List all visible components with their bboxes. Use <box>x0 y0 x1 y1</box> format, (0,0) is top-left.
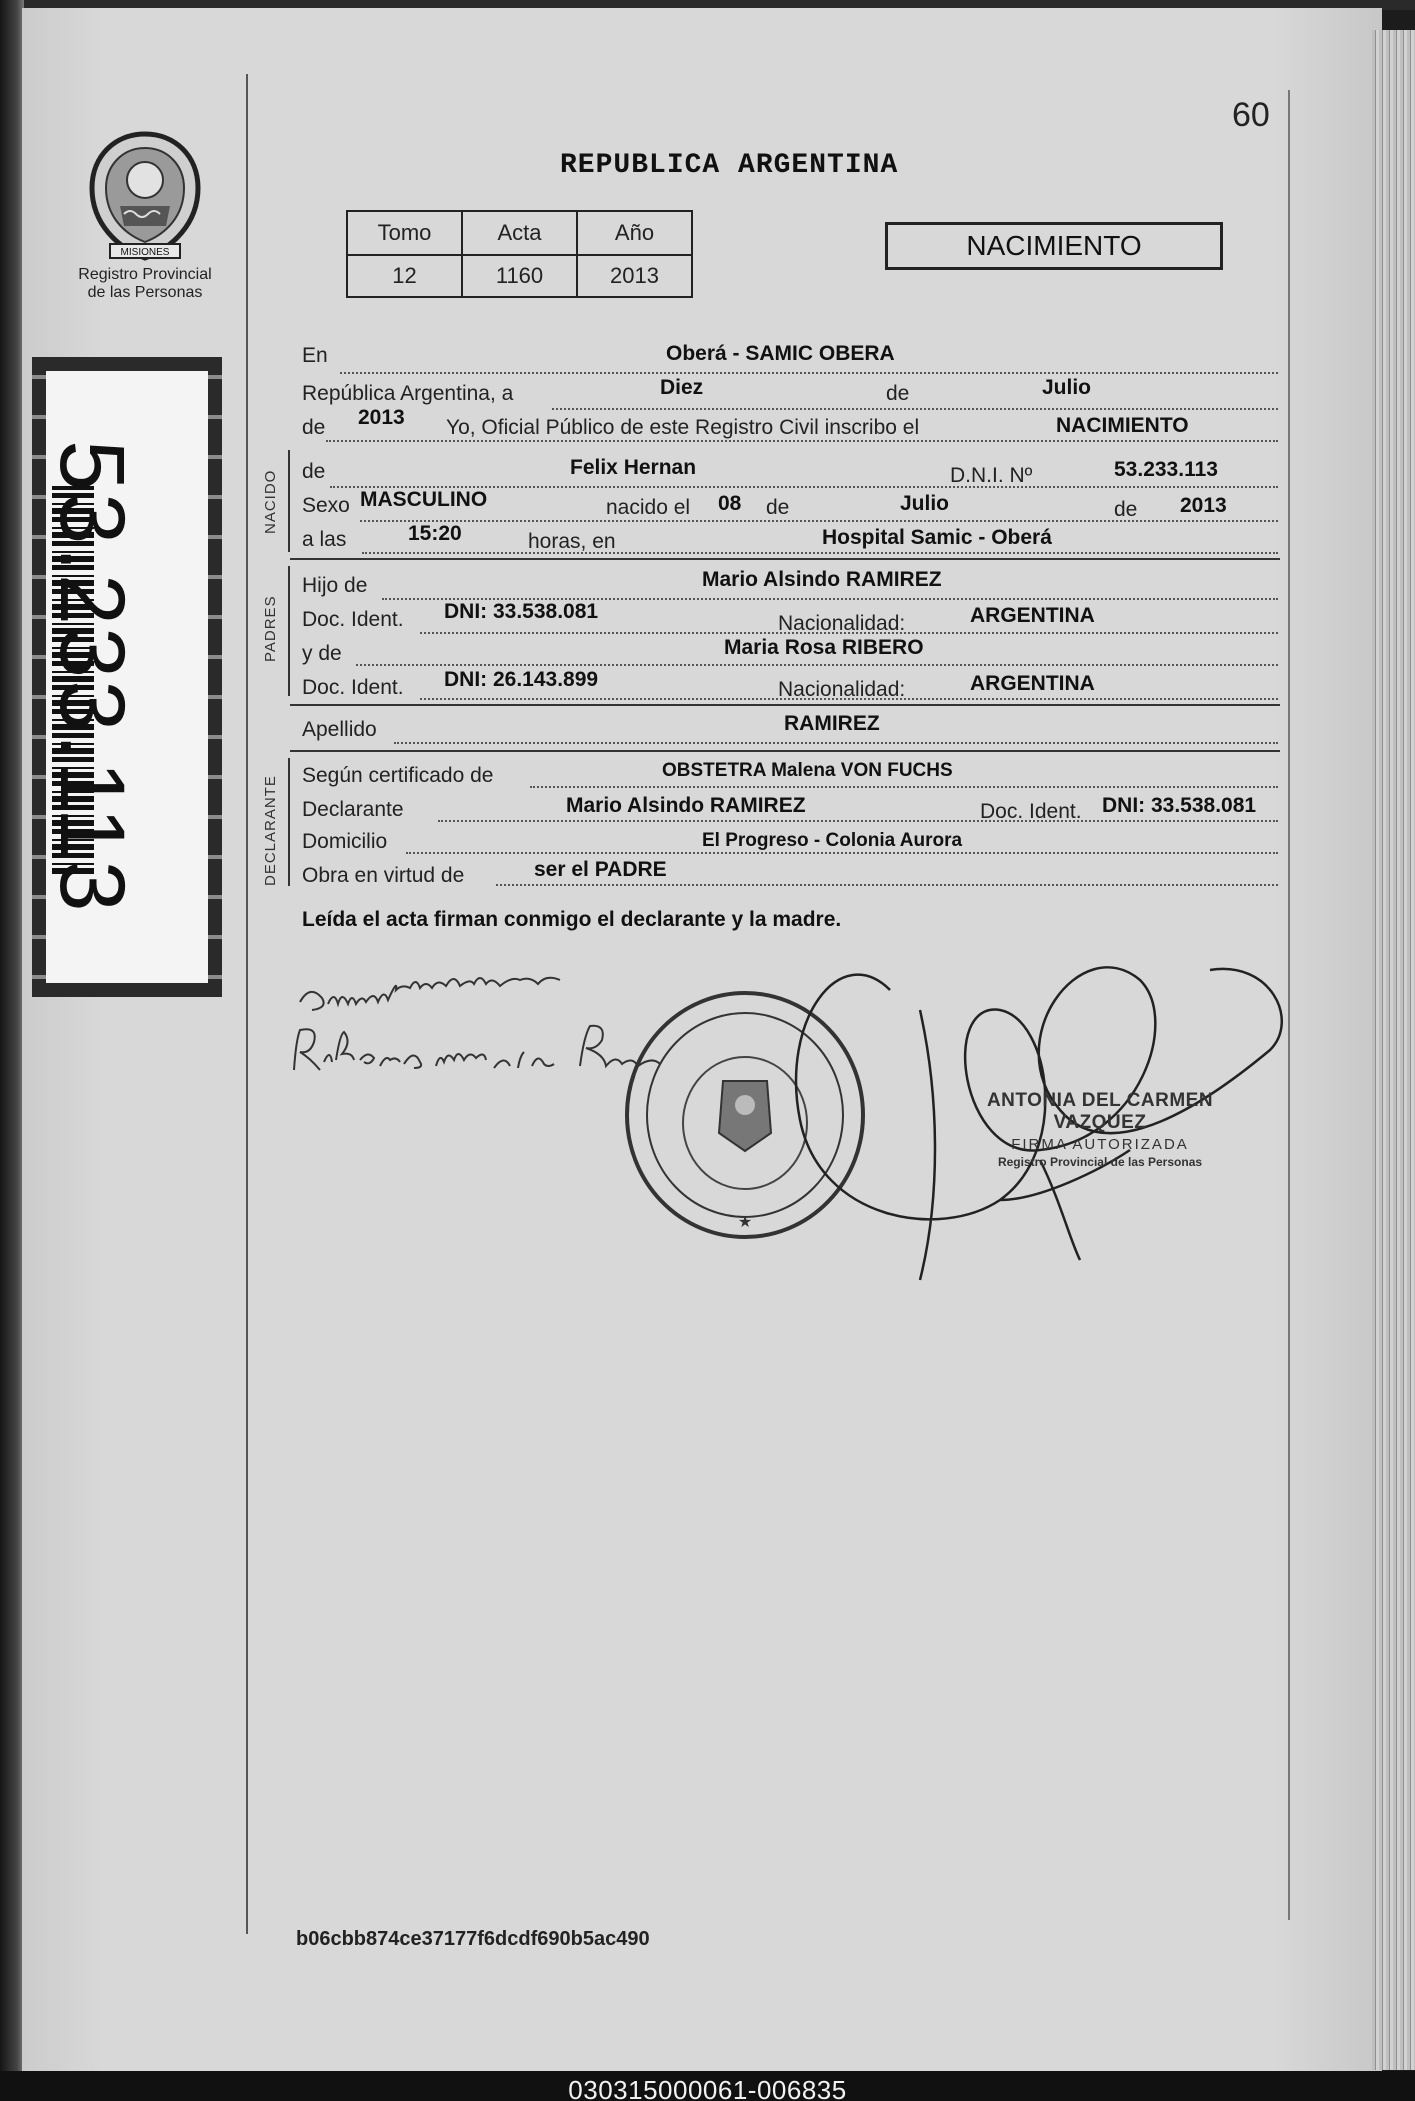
page-number: 60 <box>1232 96 1270 134</box>
birth-day-value: 08 <box>718 492 742 515</box>
svg-text:★: ★ <box>737 1214 753 1231</box>
en-label: En <box>302 344 328 367</box>
nacido-el-label: nacido el <box>606 496 691 519</box>
cert-value: OBSTETRA Malena VON FUCHS <box>662 760 953 781</box>
mother-doc-value: DNI: 26.143.899 <box>444 668 599 691</box>
domicilio-value: El Progreso - Colonia Aurora <box>702 830 963 851</box>
nacido-side-label: NACIDO <box>262 469 279 534</box>
tomo-header: Tomo <box>347 211 462 255</box>
obra-label: Obra en virtud de <box>302 864 465 887</box>
apellido-separator <box>290 750 1280 752</box>
father-nac-value: ARGENTINA <box>970 604 1095 627</box>
nacido-separator <box>290 558 1280 560</box>
signature-mario <box>300 978 560 1010</box>
acta-value: 1160 <box>462 255 577 297</box>
domicilio-dotted-line <box>406 852 1278 854</box>
bottom-document-code: 030315000061-006835 <box>568 2075 847 2101</box>
cert-dotted-line <box>530 786 1278 788</box>
father-doc-dotted-line <box>420 632 1278 634</box>
mother-doc-dotted-line <box>420 698 1278 700</box>
sexo-dotted-line <box>360 520 1278 522</box>
acta-header: Acta <box>462 211 577 255</box>
declarante-side-label: DECLARANTE <box>262 775 279 886</box>
year-value: 2013 <box>358 406 405 429</box>
republica-dotted-line <box>552 408 1278 410</box>
birth-de-label: de <box>766 496 790 519</box>
closing-text: Leída el acta firman conmigo el declarante y la madre. <box>302 908 842 931</box>
page-edges <box>1372 30 1415 2070</box>
official-stamp <box>950 1090 1250 1169</box>
mother-nac-label: Nacionalidad: <box>778 678 906 701</box>
mother-doc-label: Doc. Ident. <box>302 676 404 699</box>
domicilio-label: Domicilio <box>302 830 388 853</box>
padres-bar <box>288 566 290 696</box>
book-left-edge <box>0 0 24 2101</box>
mother-nac-value: ARGENTINA <box>970 672 1095 695</box>
cert-label: Según certificado de <box>302 764 494 787</box>
apellido-value: RAMIREZ <box>784 712 880 735</box>
misiones-coat-of-arms-logo <box>80 126 210 266</box>
birth-month-value: Julio <box>900 492 950 515</box>
year-de-label: de <box>302 416 326 439</box>
obra-dotted-line <box>496 884 1278 886</box>
official-role: FIRMA AUTORIZADA <box>1011 1136 1189 1153</box>
a-las-dotted-line <box>362 552 1278 554</box>
declarante-doc-value: DNI: 33.538.081 <box>1102 794 1257 817</box>
signature-ribero <box>294 1026 660 1070</box>
registry-label-line2: de las Personas <box>87 284 203 301</box>
anio-header: Año <box>577 211 692 255</box>
declarante-dotted-line <box>438 820 1278 822</box>
hijo-de-label: Hijo de <box>302 574 368 597</box>
birth-year-value: 2013 <box>1180 494 1227 517</box>
dni-value: 53.233.113 <box>1114 458 1218 481</box>
a-las-label: a las <box>302 528 347 551</box>
registry-label-line1: Registro Provincial <box>78 266 212 283</box>
mother-name-value: Maria Rosa RIBERO <box>724 636 924 659</box>
y-de-dotted-line <box>356 664 1278 666</box>
date-de-label: de <box>886 382 910 405</box>
obra-value: ser el PADRE <box>534 858 667 881</box>
sticker-number: 53.233.113 <box>41 440 143 914</box>
padres-side-label: PADRES <box>262 595 279 662</box>
father-doc-value: DNI: 33.538.081 <box>444 600 599 623</box>
apellido-label: Apellido <box>302 718 377 741</box>
declarante-value: Mario Alsindo RAMIREZ <box>566 794 806 817</box>
declarante-label: Declarante <box>302 798 404 821</box>
nacido-bar <box>288 450 290 552</box>
en-value: Oberá - SAMIC OBERA <box>666 342 895 365</box>
y-de-label: y de <box>302 642 342 665</box>
oficial-text: Yo, Oficial Público de este Registro Civil inscribo el <box>446 416 920 439</box>
registry-seal <box>627 993 863 1237</box>
en-dotted-line <box>340 372 1278 374</box>
birth-place-value: Hospital Samic - Oberá <box>822 526 1052 549</box>
declarante-doc-label: Doc. Ident. <box>980 800 1082 823</box>
father-name-value: Mario Alsindo RAMIREZ <box>702 568 942 591</box>
hash-code: b06cbb874ce37177f6dcdf690b5ac490 <box>296 1928 650 1950</box>
birth-de2-label: de <box>1114 498 1138 521</box>
country-title: REPUBLICA ARGENTINA <box>560 150 899 181</box>
document-type-box: NACIMIENTO <box>885 222 1223 270</box>
anio-value: 2013 <box>577 255 692 297</box>
horas-label: horas, en <box>528 530 616 553</box>
declarante-bar <box>288 758 290 886</box>
registry-label <box>62 266 228 302</box>
oficial-dotted-line <box>326 440 1278 442</box>
official-registry: Registro Provincial de las Personas <box>997 1155 1203 1169</box>
padres-separator <box>290 704 1280 706</box>
apellido-dotted-line <box>394 742 1278 744</box>
month-value: Julio <box>1042 376 1092 399</box>
svg-text:MISIONES: MISIONES <box>120 247 170 258</box>
tomo-value: 12 <box>347 255 462 297</box>
sexo-label: Sexo <box>302 494 350 517</box>
record-table <box>346 210 693 298</box>
father-doc-label: Doc. Ident. <box>302 608 404 631</box>
left-margin-rule <box>246 74 248 1934</box>
inscribo-value: NACIMIENTO <box>1056 414 1189 437</box>
hour-value: 15:20 <box>408 522 462 545</box>
republica-label: República Argentina, a <box>302 382 514 405</box>
child-name-value: Felix Hernan <box>570 456 697 479</box>
father-nac-label: Nacionalidad: <box>778 612 906 635</box>
sexo-value: MASCULINO <box>360 488 488 511</box>
dni-label: D.N.I. Nº <box>950 464 1033 487</box>
day-value: Diez <box>660 376 704 399</box>
official-name: ANTONIA DEL CARMEN VAZQUEZ <box>986 1090 1214 1133</box>
nacido-de-label: de <box>302 460 326 483</box>
